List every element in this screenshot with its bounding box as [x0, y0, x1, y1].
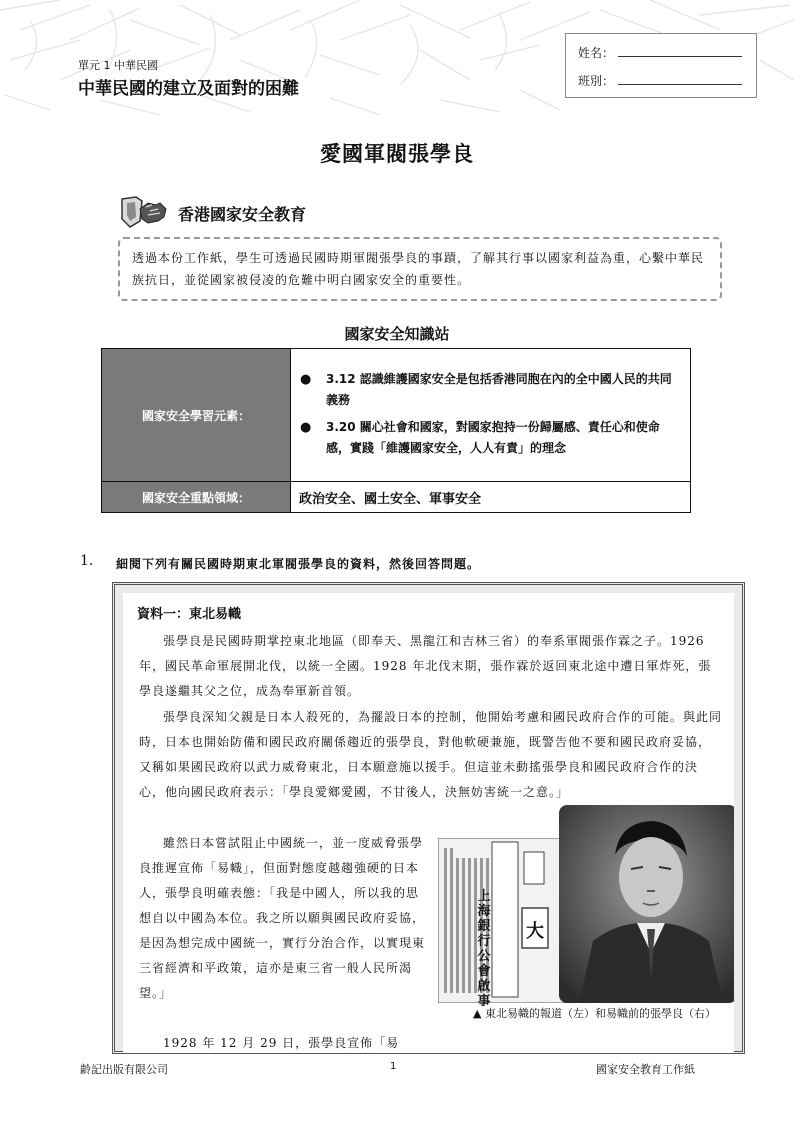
class-field[interactable]: [618, 73, 742, 85]
series-name: 國家安全教育工作紙: [596, 1063, 695, 1076]
focus-areas-value: 政治安全、國土安全、軍事安全: [291, 482, 691, 513]
bullet-icon: ●: [300, 372, 312, 387]
source-paragraph: 張學良是民國時期掌控東北地區（即奉天、黑龍江和吉林三省）的奉系軍閥張作霖之子。1926 年，國民革命軍展開北伐，以統一全國。1928 年北伐末期，張作霖於返回東北途中遭日軍炸死，張學良遂繼其父之位，成為奉軍新首領。: [139, 634, 712, 698]
source-paragraph: 張學良深知父親是日本人殺死的，為擺設日本的控制，他開始考慮和國民政府合作的可能。與此同時，日本也開始防備和國民政府關係趨近的張學良，對他軟硬兼施，既警告他不要和國民政府妥協，又稱如果國民政府以武力威脅東北，日本願意施以援手。但這並未動搖張學良和國民政府合作的決心，他向國民政府表示：「學良愛鄉愛國，不甘後人，決無妨害統一之意。」: [139, 710, 723, 799]
learning-element-item: [300, 369, 681, 411]
newspaper-headline: 大: [526, 921, 544, 942]
newspaper-title: 上 海 銀 行 公 會 啟 事: [477, 889, 491, 1009]
knowledge-table: [101, 348, 691, 513]
image-caption: ▲ 東北易幟的報道（左）和易幟前的張學良（右）: [473, 1007, 716, 1020]
learning-elements-row: [102, 349, 691, 482]
unit-title: 中華民國的建立及面對的困難: [78, 79, 299, 99]
learning-elements-cell: [291, 349, 691, 482]
portrait-photo: [559, 805, 734, 1003]
name-field[interactable]: [618, 45, 742, 57]
source-title: 資料一：東北易幟: [137, 607, 242, 622]
source-paragraph: 1928 年 12 月 29 日，張學良宣佈「易: [163, 1036, 400, 1050]
learning-element-text: 3.12 認識維護國家安全是包括香港同胞在內的全中國人民的共同義務: [326, 372, 672, 407]
question-text: 細閱下列有關民國時期東北軍閥張學良的資料，然後回答問題。: [116, 557, 481, 571]
learning-element-text: 3.20 關心社會和國家，對國家抱持一份歸屬感、責任心和使命感，實踐「維護國家安全，人人有責」的理念: [326, 420, 660, 455]
student-info-box: [565, 33, 757, 98]
intro-box: [118, 237, 722, 301]
source-paragraph: 雖然日本嘗試阻止中國統一，並一度威脅張學良推遲宣佈「易幟」，但面對態度越趨強硬的日本人，張學良明確表態：「我是中國人，所以我的思想自以中國為本位。我之所以願與國民政府妥協，是因為想完成中國統一，實行分治合作，以實現東三省經濟和平政策，這亦是東三省一般人民所渴望。」: [139, 836, 426, 1000]
page-number: 1: [390, 1061, 397, 1072]
source-frame: [112, 582, 745, 1054]
national-security-heading: 香港國家安全教育: [178, 205, 307, 224]
source-content: [123, 593, 734, 1053]
name-row: [578, 44, 742, 61]
learning-element-item: [300, 417, 681, 459]
national-security-shield-icon: [118, 195, 170, 229]
bullet-icon: ●: [300, 420, 312, 435]
question-number: 1.: [80, 553, 94, 569]
worksheet-title: 愛國軍閥張學良: [320, 142, 474, 166]
focus-areas-label: 國家安全重點領域：: [102, 482, 291, 513]
unit-label: 單元 1 中華民國: [78, 59, 158, 72]
knowledge-station-title: 國家安全知識站: [344, 325, 450, 343]
publisher: 齡記出版有限公司: [80, 1063, 168, 1076]
intro-text: 透過本份工作紙，學生可透過民國時期軍閥張學良的事蹟，了解其行事以國家利益為重，心繫中華民族抗日，並從國家被侵凌的危難中明白國家安全的重要性。: [132, 251, 705, 287]
focus-areas-row: [102, 482, 691, 513]
learning-elements-label: 國家安全學習元素：: [102, 349, 291, 482]
class-row: [578, 72, 742, 89]
name-label: 姓名：: [578, 46, 615, 60]
class-label: 班別：: [578, 74, 615, 88]
